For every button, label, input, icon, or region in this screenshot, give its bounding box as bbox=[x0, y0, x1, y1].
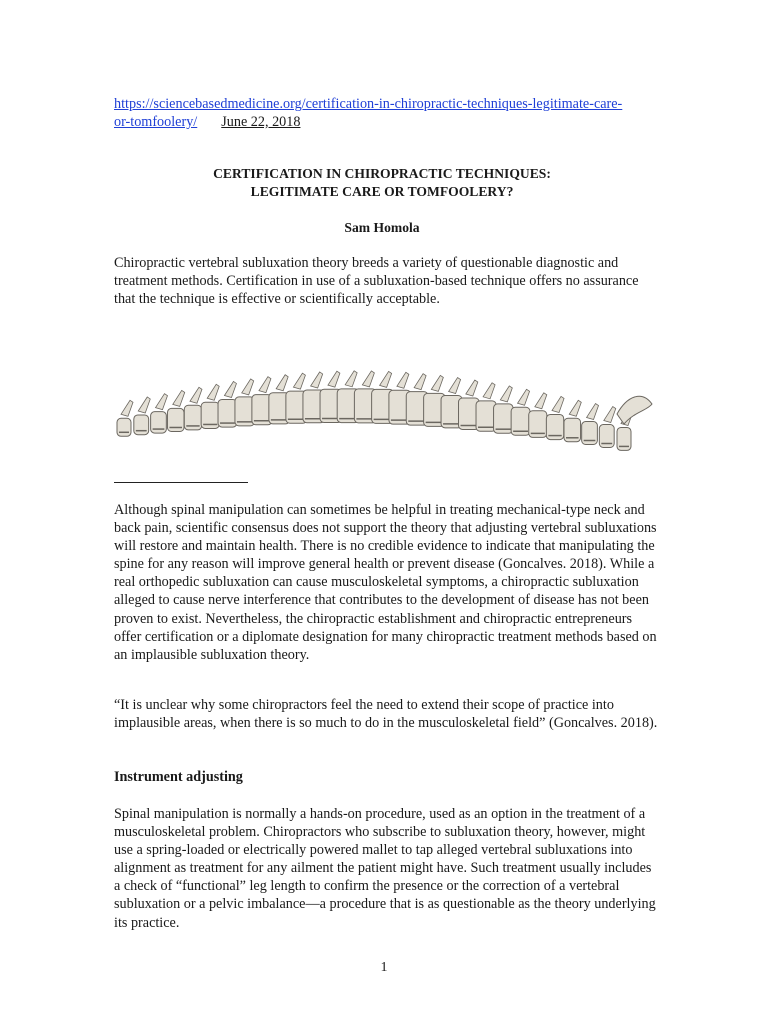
spinous-process bbox=[380, 371, 392, 387]
article-title bbox=[114, 165, 650, 201]
spinous-process bbox=[587, 404, 599, 420]
spinous-process bbox=[518, 389, 530, 405]
intro-paragraph: Chiropractic vertebral subluxation theory breeds a variety of questionable diagnostic and treatment methods. Certification in use of a subluxation-based technique offers no assurance that the technique is effective or scientifically acceptable. bbox=[114, 255, 639, 308]
title-line-2: LEGITIMATE CARE OR TOMFOOLERY? bbox=[250, 184, 514, 199]
spinous-process bbox=[414, 374, 426, 390]
spinous-process bbox=[207, 384, 219, 400]
spinous-process bbox=[552, 396, 564, 412]
spinous-process bbox=[328, 371, 340, 387]
spinous-process bbox=[362, 371, 374, 387]
source-link[interactable] bbox=[114, 96, 622, 130]
spinous-process bbox=[311, 372, 323, 388]
footnote-rule bbox=[114, 482, 248, 483]
spinous-process bbox=[242, 379, 254, 395]
spinous-process bbox=[276, 375, 288, 391]
source-citation bbox=[114, 95, 659, 131]
spinous-process bbox=[155, 394, 167, 410]
vertebra bbox=[117, 418, 131, 436]
author-name: Sam Homola bbox=[344, 220, 420, 235]
title-line-1: CERTIFICATION IN CHIROPRACTIC TECHNIQUES: bbox=[213, 166, 551, 181]
spinous-process bbox=[483, 383, 495, 399]
spinous-process bbox=[190, 387, 202, 403]
spinous-process bbox=[259, 377, 271, 393]
spinous-process bbox=[293, 373, 305, 389]
spinous-process bbox=[431, 375, 443, 391]
sacrum bbox=[617, 396, 652, 424]
spinous-process bbox=[569, 400, 581, 416]
source-url-line2: or-tomfoolery/ bbox=[114, 114, 198, 130]
vertebra bbox=[134, 415, 149, 435]
spinous-process bbox=[121, 400, 133, 416]
section-heading: Instrument adjusting bbox=[114, 769, 243, 785]
spinous-process bbox=[449, 378, 461, 394]
spinous-process bbox=[224, 381, 236, 397]
source-url-line1: https://sciencebasedmedicine.org/certification-in-chiropractic-techniques-legitimate-care- bbox=[114, 96, 623, 112]
spinous-process bbox=[500, 386, 512, 402]
spine-vertebrae bbox=[117, 371, 652, 451]
spinous-process bbox=[397, 372, 409, 388]
vertebra bbox=[151, 412, 167, 433]
body-paragraph-1: Although spinal manipulation can sometimes be helpful in treating mechanical-type neck and back pain, scientific consensus does not support the theory that adjusting vertebral subluxations will restore and maintain health. There is no credible evidence to indicate that manipulating the spine for any reason will improve general health or prevent disease (Goncalves. 2018). While a real orthopedic subluxation can cause musculoskeletal symptoms, a chiropractic subluxation alleged to cause nerve interference that contributes to the development of disease has not been proven to exist. Nevertheless, the chiropractic establishment and chiropractic entrepreneurs offer certification or a diplomate designation for many chiropractic treatment methods based on an implausible subluxation theory. bbox=[114, 502, 657, 663]
spinous-process bbox=[345, 371, 357, 387]
spine-illustration bbox=[112, 352, 658, 472]
spinous-process bbox=[466, 380, 478, 396]
quote-paragraph: “It is unclear why some chiropractors feel the need to extend their scope of practice into implausible areas, when there is so much to do in the musculoskeletal field” (Goncalves. 2018). bbox=[114, 697, 658, 732]
spinous-process bbox=[604, 407, 616, 423]
source-date: June 22, 2018 bbox=[221, 114, 301, 130]
spinous-process bbox=[535, 393, 547, 409]
page-number: 1 bbox=[380, 960, 388, 975]
spinous-process bbox=[138, 397, 150, 413]
body-paragraph-2: Spinal manipulation is normally a hands-on procedure, used as an option in the treatment of a musculoskeletal problem. Chiropractors who subscribe to subluxation theory, however, might use a spring-loaded or electrically powered mallet to tap alleged vertebral subluxations into alignment as treatment for any ailment the patient might have. Such treatment usually includes a check of “functional” leg length to confirm the presence or the correction of a vertebral subluxation or a pelvic imbalance—a procedure that is as questionable as the theory underlying its practice. bbox=[114, 806, 656, 931]
spinous-process bbox=[173, 390, 185, 406]
